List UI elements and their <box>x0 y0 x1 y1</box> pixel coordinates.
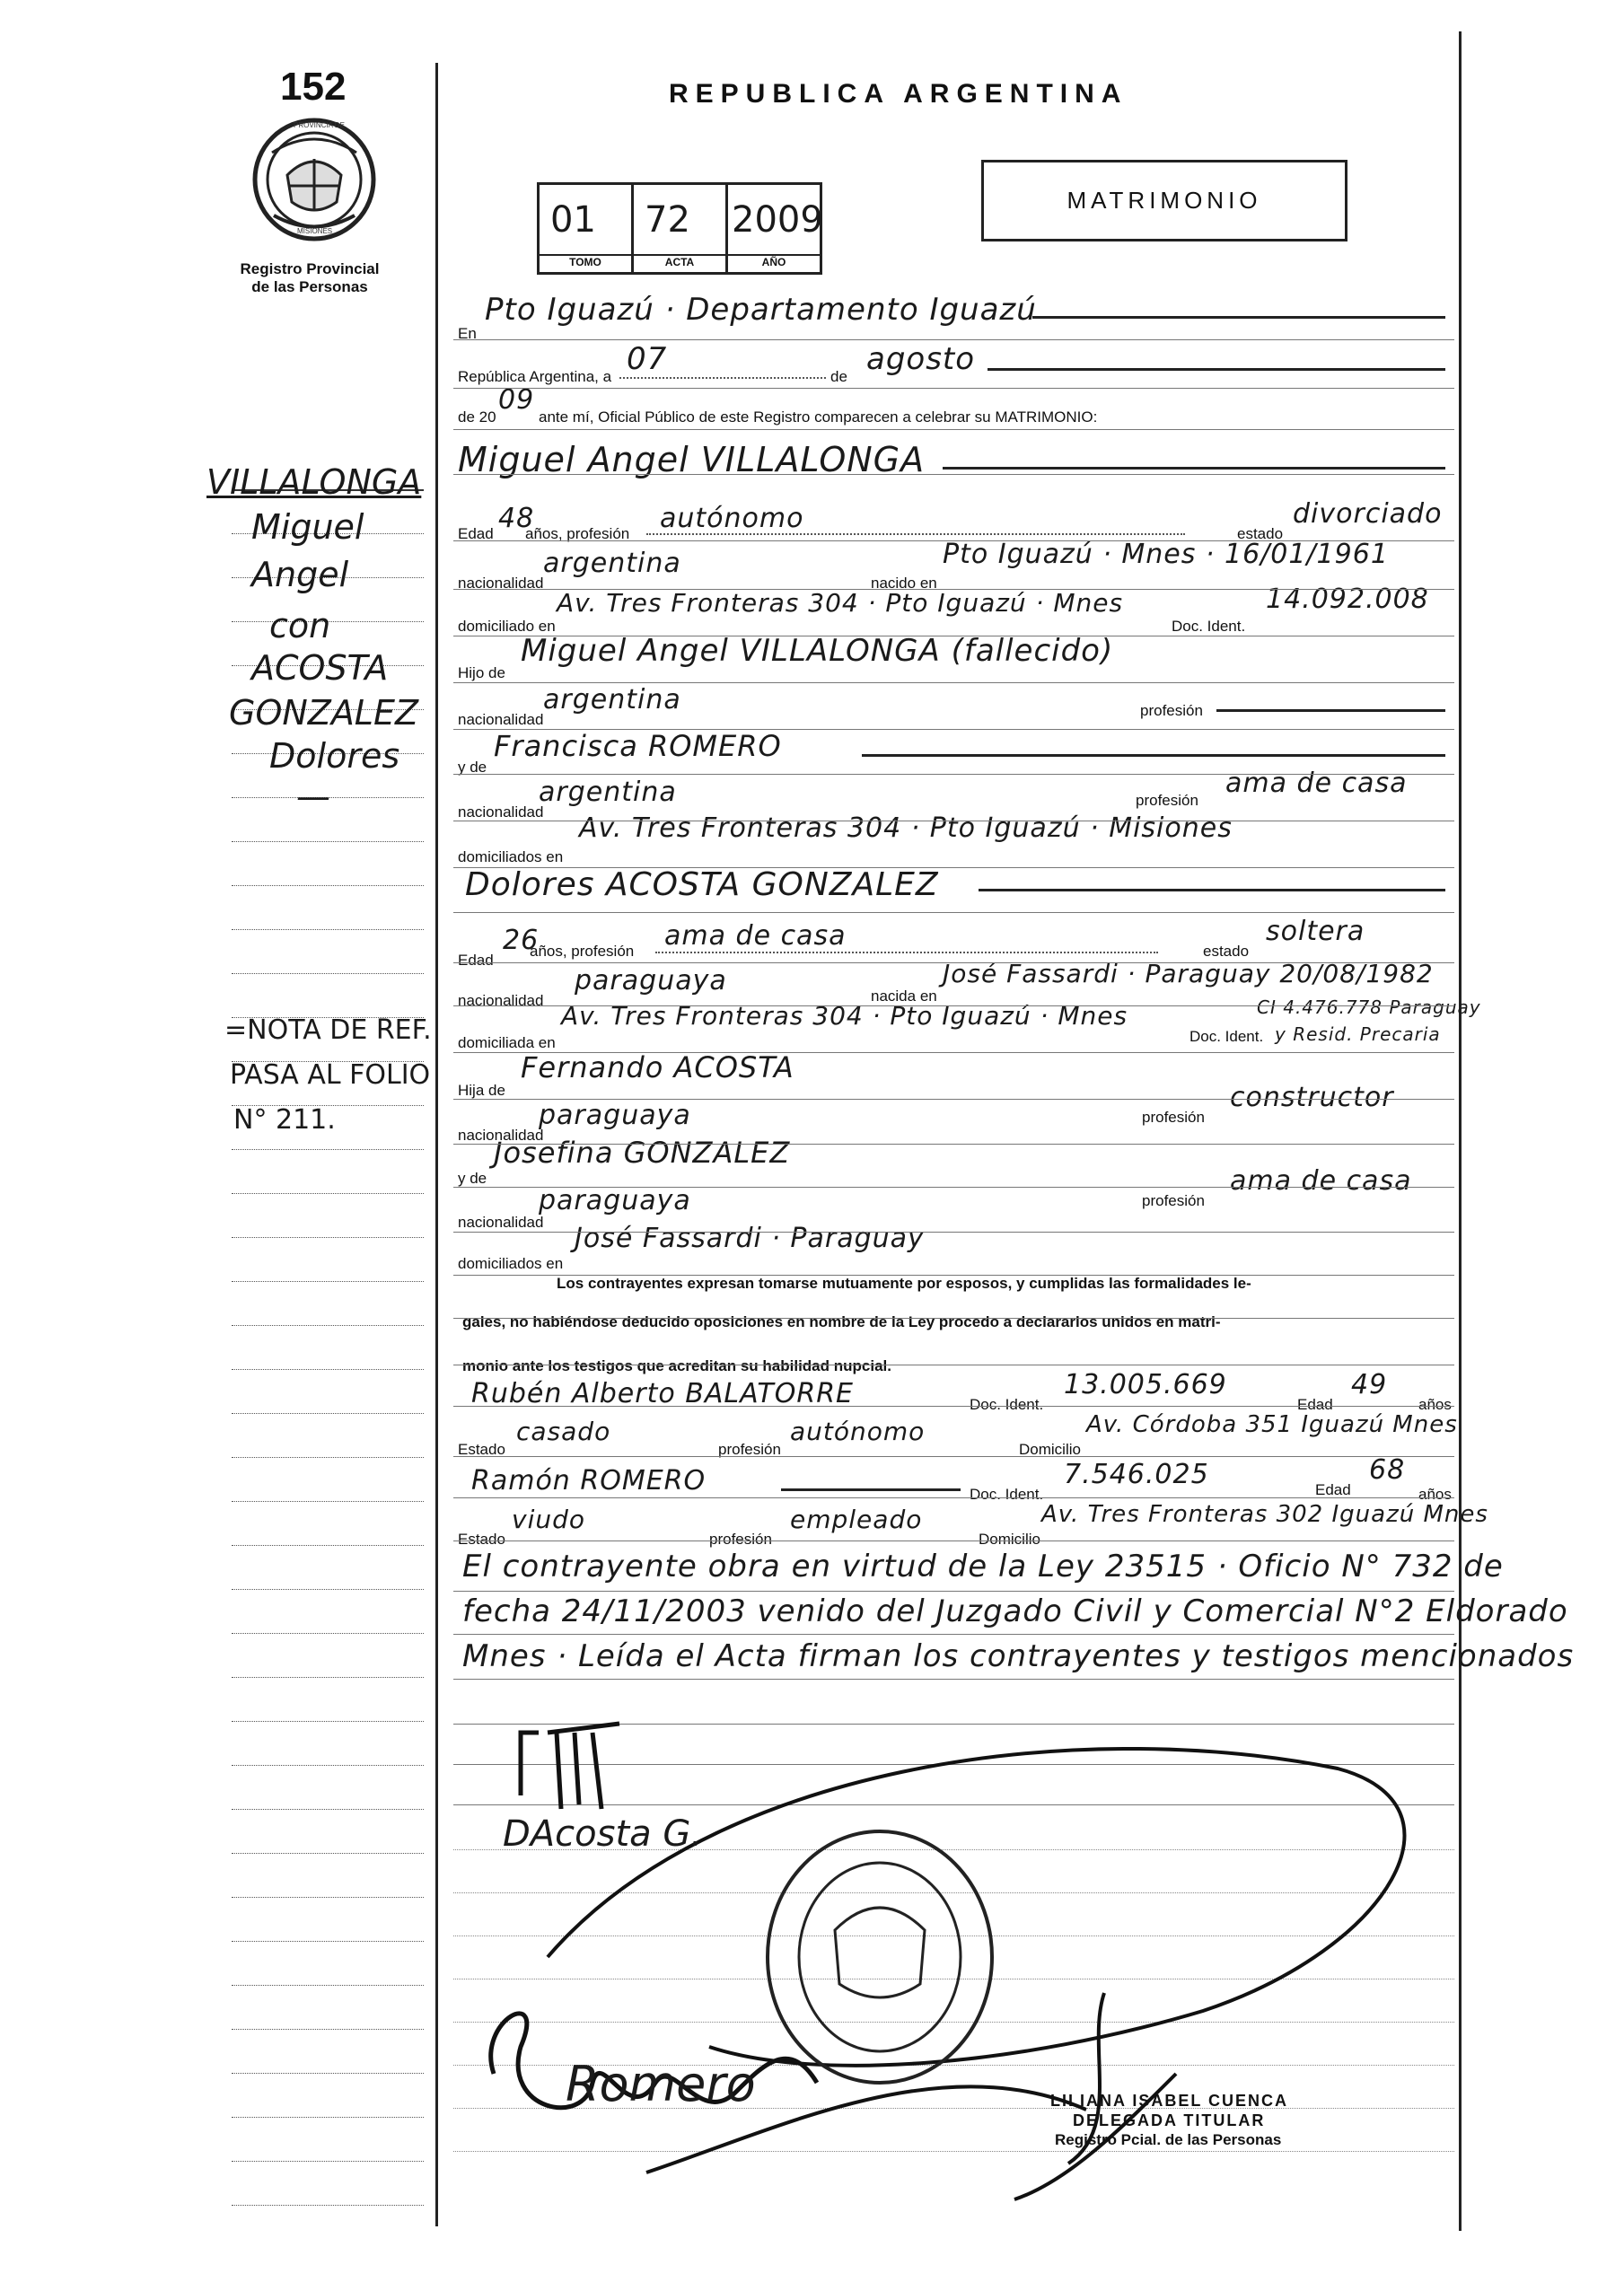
groom-nacido: Pto Iguazú · Mnes · 16/01/1961 <box>943 539 1389 570</box>
groom-padre-nac-label: nacionalidad <box>458 711 544 728</box>
official-name: LILIANA ISABEL CUENCA <box>1050 2092 1289 2110</box>
margin-ruled-line <box>232 1985 424 1986</box>
witness2-doc: 7.546.025 <box>1064 1459 1209 1490</box>
bride-signature: DAcosta G. <box>503 1813 703 1855</box>
registry-name-line1: Registro Provincial <box>240 260 380 277</box>
witness1-doc-label: Doc. Ident. <box>970 1396 1044 1413</box>
bride-padres-dom-label: domiciliados en <box>458 1255 564 1272</box>
margin-bride-surname-1: ACOSTA <box>251 648 389 688</box>
witness1-name: Rubén Alberto BALATORRE <box>471 1378 854 1409</box>
body-ruled-line <box>453 1634 1454 1635</box>
body-ruled-line <box>453 1052 1454 1053</box>
emblem-text-bottom: MISIONES <box>297 227 333 235</box>
groom-hijo-label: Hijo de <box>458 664 505 681</box>
bride-estado-label: estado <box>1203 943 1250 960</box>
margin-ruled-line <box>232 2117 424 2118</box>
margin-ruled-line <box>232 2205 424 2206</box>
margin-ruled-line <box>232 1809 424 1810</box>
body-ruled-line <box>453 682 1454 683</box>
body-ruled-line <box>453 1232 1454 1233</box>
margin-ruled-line <box>232 1369 424 1370</box>
bride-nac: paraguaya <box>575 965 727 996</box>
groom-edad-label: Edad <box>458 525 494 542</box>
body-ruled-line <box>453 1187 1454 1188</box>
body-ruled-line <box>453 1099 1454 1100</box>
margin-ruled-line <box>232 2029 424 2030</box>
record-box-ano <box>728 185 823 272</box>
margin-ruled-line <box>232 1765 424 1766</box>
witness1-prof-label: profesión <box>718 1441 781 1458</box>
fill-line <box>1216 709 1445 712</box>
margin-ruled-line <box>232 1501 424 1502</box>
bride-domiciliada-label: domiciliada en <box>458 1034 556 1051</box>
margin-nota-ref: =NOTA DE REF. <box>224 1014 432 1046</box>
margin-ruled-line <box>232 1413 424 1414</box>
body-ruled-line <box>453 1497 1454 1498</box>
margin-con: con <box>269 606 331 645</box>
margin-ruled-line <box>232 885 424 886</box>
bride-madre: Josefina GONZALEZ <box>494 1136 791 1170</box>
declaration-line-3: monio ante los testigos que acreditan su habilidad nupcial. <box>462 1357 891 1374</box>
ano-label: AÑO <box>728 254 820 272</box>
declaration-line-2: gales, no habiéndose deducido oposiciones en nombre de la Ley procedo a declararlos unidos en matri- <box>462 1313 1221 1330</box>
official-title: DELEGADA TITULAR <box>1073 2111 1266 2129</box>
fill-line <box>862 754 1445 757</box>
record-box <box>537 182 822 275</box>
witness1-dom-label: Domicilio <box>1019 1441 1081 1458</box>
bride-hija-label: Hija de <box>458 1082 505 1099</box>
record-box-tomo <box>540 185 634 272</box>
bride-padre-prof: constructor <box>1230 1082 1394 1113</box>
witness-signature: Romero <box>566 2056 756 2112</box>
provincial-emblem <box>247 112 382 247</box>
margin-pasa-folio: PASA AL FOLIO <box>230 1059 431 1091</box>
groom-madre-prof: ama de casa <box>1225 768 1408 799</box>
body-ruled-line <box>453 339 1454 340</box>
margin-given-name-2: Angel <box>251 555 349 594</box>
observation-line-3: Mnes · Leída el Acta firman los contrayentes y testigos mencionados <box>462 1638 1575 1674</box>
margin-ruled-line <box>232 1545 424 1546</box>
groom-padres-dom-label: domiciliados en <box>458 848 564 865</box>
registry-name <box>206 260 413 296</box>
witness2-estado: viudo <box>512 1505 585 1534</box>
body-ruled-line <box>453 774 1454 775</box>
tomo-value: 01 <box>550 199 596 241</box>
dotted-fill <box>619 377 826 379</box>
witness2-prof-label: profesión <box>709 1531 772 1548</box>
groom-padres-dom: Av. Tres Fronteras 304 · Pto Iguazú · Misiones <box>579 812 1233 844</box>
witness2-doc-label: Doc. Ident. <box>970 1486 1044 1503</box>
body-ruled-line <box>453 1540 1454 1541</box>
body-ruled-line <box>453 867 1454 868</box>
witness2-dom-label: Domicilio <box>979 1531 1040 1548</box>
fill-line <box>943 467 1445 470</box>
body-ruled-line <box>453 474 1454 475</box>
margin-ruled-line <box>232 1325 424 1326</box>
witness2-prof: empleado <box>790 1505 923 1534</box>
bride-nacida: José Fassardi · Paraguay 20/08/1982 <box>943 959 1434 988</box>
bride-madre-prof: ama de casa <box>1230 1165 1412 1197</box>
body-ruled-line <box>453 912 1454 913</box>
record-box-acta <box>634 185 728 272</box>
body-ruled-line <box>453 1591 1454 1592</box>
margin-ruled-line <box>232 2073 424 2074</box>
bride-edad-label: Edad <box>458 952 494 969</box>
act-type-box <box>981 160 1347 241</box>
body-ruled-line <box>453 540 1454 541</box>
dotted-fill <box>646 533 1185 535</box>
witness1-anos-label: años <box>1418 1396 1452 1413</box>
groom-madre-nac: argentina <box>539 777 677 808</box>
margin-ruled-line <box>232 1589 424 1590</box>
observation-line-1: El contrayente obra en virtud de la Ley 23515 · Oficio N° 732 de <box>462 1549 1504 1584</box>
margin-ruled-line <box>232 929 424 930</box>
body-ruled-line <box>453 1406 1454 1407</box>
groom-madre-prof-label: profesión <box>1136 792 1198 809</box>
republica-label: República Argentina, a <box>458 368 612 385</box>
body-ruled-line <box>453 388 1454 389</box>
witness1-edad: 49 <box>1351 1369 1388 1400</box>
margin-surname: VILLALONGA <box>206 462 422 502</box>
bride-yde-label: y de <box>458 1170 487 1187</box>
country-title: REPUBLICA ARGENTINA <box>669 79 1128 109</box>
de-label: de <box>830 368 847 385</box>
margin-ruled-line <box>232 1721 424 1722</box>
margin-ruled-line <box>232 2161 424 2162</box>
margin-ruled-line <box>232 1677 424 1678</box>
witness1-dom: Av. Córdoba 351 Iguazú Mnes <box>1086 1411 1458 1438</box>
margin-ruled-line <box>232 1149 424 1150</box>
witness2-edad-label: Edad <box>1315 1481 1351 1498</box>
groom-nac: argentina <box>543 548 681 579</box>
witness1-edad-label: Edad <box>1297 1396 1333 1413</box>
groom-name: Miguel Angel VILLALONGA <box>458 440 926 479</box>
bride-edad: 26 <box>503 925 540 956</box>
bride-padres-dom: José Fassardi · Paraguay <box>575 1223 925 1254</box>
bride-domicilio: Av. Tres Fronteras 304 · Pto Iguazú · Mnes <box>561 1001 1128 1031</box>
right-rule <box>1459 31 1462 2231</box>
bride-profesion: ama de casa <box>664 920 847 952</box>
year-suffix-value: 09 <box>498 384 535 416</box>
bride-estado: soltera <box>1266 916 1365 947</box>
margin-ruled-line <box>232 1853 424 1854</box>
margin-ruled-line <box>232 1457 424 1458</box>
bride-name: Dolores ACOSTA GONZALEZ <box>465 866 939 903</box>
act-type: MATRIMONIO <box>1067 187 1262 214</box>
margin-ruled-line <box>232 1281 424 1282</box>
witness2-anos-label: años <box>1418 1486 1452 1503</box>
groom-padre-nac: argentina <box>543 684 681 715</box>
groom-nacido-label: nacido en <box>871 575 937 592</box>
bride-padre-prof-label: profesión <box>1142 1109 1205 1126</box>
official-office: Registro Pcial. de las Personas <box>1055 2131 1282 2148</box>
body-ruled-line <box>453 589 1454 590</box>
witness2-edad: 68 <box>1369 1454 1406 1486</box>
bride-madre-nac-label: nacionalidad <box>458 1214 544 1231</box>
groom-anos-label: años, profesión <box>525 525 630 542</box>
body-ruled-line <box>453 1318 1454 1319</box>
groom-estado: divorciado <box>1293 498 1443 530</box>
witness2-estado-label: Estado <box>458 1531 505 1548</box>
bride-nac-label: nacionalidad <box>458 992 544 1009</box>
day-value: 07 <box>627 341 668 377</box>
place-value: Pto Iguazú · Departamento Iguazú <box>485 292 1037 328</box>
page-number: 152 <box>280 65 347 109</box>
body-ruled-line <box>453 1275 1454 1276</box>
statement-text: ante mí, Oficial Público de este Registro comparecen a celebrar su MATRIMONIO: <box>539 408 1098 426</box>
witness1-estado: casado <box>516 1417 611 1446</box>
signature-area <box>440 1661 1454 2235</box>
groom-madre: Francisca ROMERO <box>494 729 782 763</box>
margin-ruled-line <box>232 1941 424 1942</box>
fill-line <box>781 1488 961 1491</box>
year-prefix-label: de 20 <box>458 408 496 426</box>
groom-domiciliado-label: domiciliado en <box>458 618 556 635</box>
bride-madre-prof-label: profesión <box>1142 1192 1205 1209</box>
witness2-dom: Av. Tres Fronteras 302 Iguazú Mnes <box>1041 1501 1488 1528</box>
groom-yde-label: y de <box>458 759 487 776</box>
groom-nac-label: nacionalidad <box>458 575 544 592</box>
bride-padre: Fernando ACOSTA <box>521 1050 794 1084</box>
margin-folio-number: N° 211. <box>233 1104 336 1136</box>
observation-line-2: fecha 24/11/2003 venido del Juzgado Civil y Comercial N°2 Eldorado <box>462 1593 1568 1629</box>
margin-ruled-line <box>232 1897 424 1898</box>
bride-anos-label: años, profesión <box>530 943 635 960</box>
bride-doc-label: Doc. Ident. <box>1189 1028 1264 1045</box>
registry-name-line2: de las Personas <box>251 278 368 295</box>
margin-ruled-line <box>232 1193 424 1194</box>
acta-value: 72 <box>645 199 690 241</box>
body-ruled-line <box>453 1456 1454 1457</box>
groom-profesion: autónomo <box>660 503 804 534</box>
groom-madre-nac-label: nacionalidad <box>458 803 544 821</box>
margin-dash: — <box>296 777 330 816</box>
body-ruled-line <box>453 729 1454 730</box>
bride-doc-line1: CI 4.476.778 Paraguay <box>1257 996 1481 1018</box>
groom-padre-prof-label: profesión <box>1140 702 1203 719</box>
margin-rule <box>435 63 438 2226</box>
emblem-text-top: PROVINCIA DE <box>294 121 345 129</box>
acta-label: ACTA <box>634 254 725 272</box>
groom-estado-label: estado <box>1237 525 1284 542</box>
bride-nacida-label: nacida en <box>871 988 937 1005</box>
fill-line <box>1032 316 1445 319</box>
ano-value: 2009 <box>732 199 823 241</box>
fill-line <box>988 368 1445 371</box>
margin-ruled-line <box>232 1237 424 1238</box>
month-value: agosto <box>866 341 976 377</box>
margin-bride-given-name: Dolores <box>269 736 400 776</box>
groom-domicilio: Av. Tres Fronteras 304 · Pto Iguazú · Mnes <box>557 588 1124 618</box>
declaration-line-1: Los contrayentes expresan tomarse mutuamente por esposos, y cumplidas las formalidades le- <box>557 1275 1251 1292</box>
witness1-estado-label: Estado <box>458 1441 505 1458</box>
groom-edad: 48 <box>498 503 535 534</box>
tomo-label: TOMO <box>540 254 631 272</box>
bride-madre-nac: paraguaya <box>539 1185 691 1216</box>
groom-doc: 14.092.008 <box>1266 584 1429 615</box>
margin-given-name-1: Miguel <box>251 507 364 547</box>
bride-doc-line2: y Resid. Precaria <box>1275 1023 1441 1045</box>
witness2-name: Ramón ROMERO <box>471 1465 707 1497</box>
dotted-fill <box>655 952 1158 953</box>
body-ruled-line <box>453 1144 1454 1145</box>
body-ruled-line <box>453 962 1454 963</box>
witness1-prof: autónomo <box>790 1417 926 1446</box>
en-label: En <box>458 325 477 342</box>
body-ruled-line <box>453 429 1454 430</box>
margin-ruled-line <box>232 973 424 974</box>
margin-ruled-line <box>232 841 424 842</box>
groom-padre: Miguel Angel VILLALONGA (fallecido) <box>521 633 1114 669</box>
fill-line <box>979 889 1445 891</box>
groom-doc-label: Doc. Ident. <box>1172 618 1246 635</box>
body-ruled-line <box>453 1005 1454 1006</box>
witness1-doc: 13.005.669 <box>1064 1369 1227 1400</box>
bride-padre-nac: paraguaya <box>539 1100 691 1131</box>
margin-ruled-line <box>232 1633 424 1634</box>
margin-bride-surname-2: GONZALEZ <box>229 693 419 733</box>
bride-padre-nac-label: nacionalidad <box>458 1127 544 1144</box>
